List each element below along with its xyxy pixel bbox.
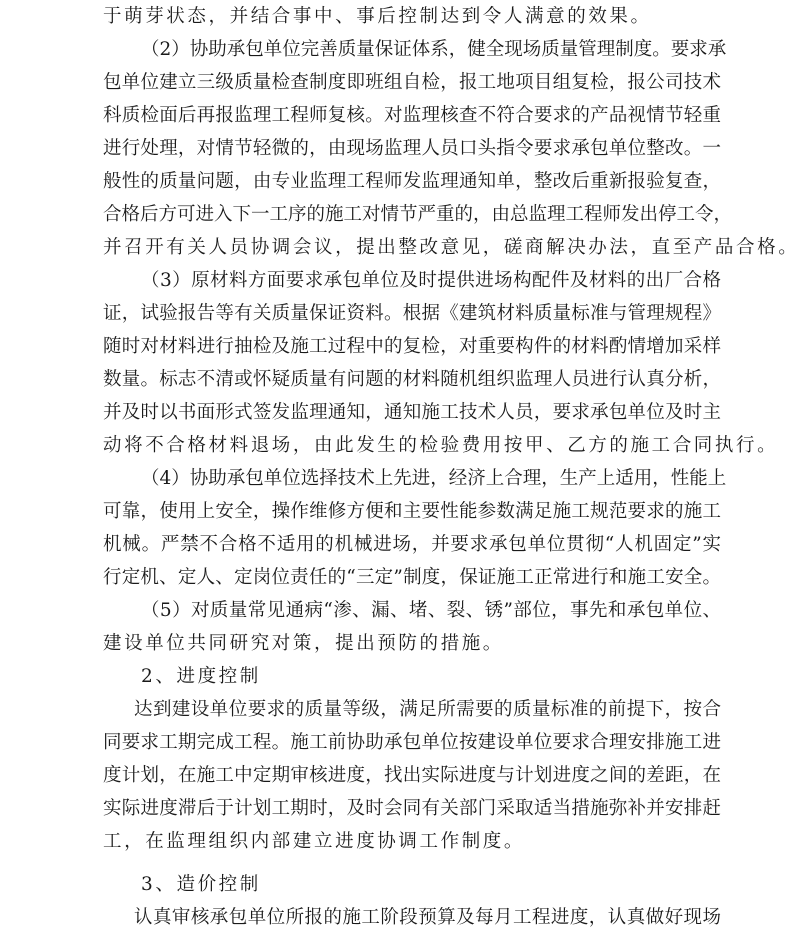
paragraph-line: 度计划，在施工中定期审核进度，找出实际进度与计划进度之间的差距，在 — [103, 765, 721, 786]
paragraph-line: （2）协助承包单位完善质量保证体系，健全现场质量管理制度。要求承 — [141, 39, 727, 60]
section-heading: 2、进度控制 — [141, 666, 261, 687]
section-heading: 3、造价控制 — [141, 874, 261, 895]
paragraph-line: 般性的质量问题，由专业监理工程师发监理通知单，整改后重新报验复查， — [103, 171, 721, 192]
paragraph-line: 随时对材料进行抽检及施工过程中的复检，对重要构件的材料酌情增加采样 — [103, 336, 721, 357]
paragraph-line: 机械。严禁不合格不适用的机械进场，并要求承包单位贯彻“人机固定”实 — [103, 534, 721, 555]
paragraph-line: （4）协助承包单位选择技术上先进，经济上合理，生产上适用，性能上 — [141, 468, 727, 489]
paragraph-line: 证，试验报告等有关质量保证资料。根据《建筑材料质量标准与管理规程》 — [103, 303, 721, 324]
paragraph-line: 建设单位共同研究对策，提出预防的措施。 — [103, 633, 504, 654]
paragraph-line: 合格后方可进入下一工序的施工对情节严重的，由总监理工程师发出停工令， — [103, 204, 733, 225]
paragraph-line: 数量。标志不清或怀疑质量有问题的材料随机组织监理人员进行认真分析， — [103, 369, 721, 390]
paragraph-line: 实际进度滞后于计划工期时，及时会同有关部门采取适当措施弥补并安排赶 — [103, 798, 721, 819]
paragraph-line: 动将不合格材料退场，由此发生的检验费用按甲、乙方的施工合同执行。 — [103, 435, 779, 456]
paragraph-line: 进行处理，对情节轻微的，由现场监理人员口头指令要求承包单位整改。一 — [103, 138, 721, 159]
paragraph-line: 并召开有关人员协调会议，提出整改意见，磋商解决办法，直至产品合格。 — [103, 237, 799, 258]
paragraph-line: 包单位建立三级质量检查制度即班组自检，报工地项目组复检，报公司技术 — [103, 72, 721, 93]
paragraph-line: 科质检面后再报监理工程师复核。对监理核查不符合要求的产品视情节轻重 — [103, 105, 721, 126]
paragraph-line: 认真审核承包单位所报的施工阶段预算及每月工程进度，认真做好现场 — [134, 907, 721, 928]
paragraph-line: 达到建设单位要求的质量等级，满足所需要的质量标准的前提下，按合 — [134, 699, 721, 720]
paragraph-line: 可靠，使用上安全，操作维修方便和主要性能参数满足施工规范要求的施工 — [103, 501, 721, 522]
paragraph-line: （3）原材料方面要求承包单位及时提供进场构配件及材料的出厂合格 — [141, 270, 721, 291]
paragraph-line: 同要求工期完成工程。施工前协助承包单位按建设单位要求合理安排施工进 — [103, 732, 721, 753]
paragraph-line: 于萌芽状态，并结合事中、事后控制达到令人满意的效果。 — [103, 6, 652, 27]
paragraph-line: 行定机、定人、定岗位责任的“三定”制度，保证施工正常进行和施工安全。 — [103, 567, 721, 588]
paragraph-line: 并及时以书面形式签发监理通知，通知施工技术人员，要求承包单位及时主 — [103, 402, 721, 423]
paragraph-line: 工，在监理组织内部建立进度协调工作制度。 — [103, 831, 526, 852]
paragraph-line: （5）对质量常见通病“渗、漏、堵、裂、锈”部位，事先和承包单位、 — [141, 600, 721, 621]
